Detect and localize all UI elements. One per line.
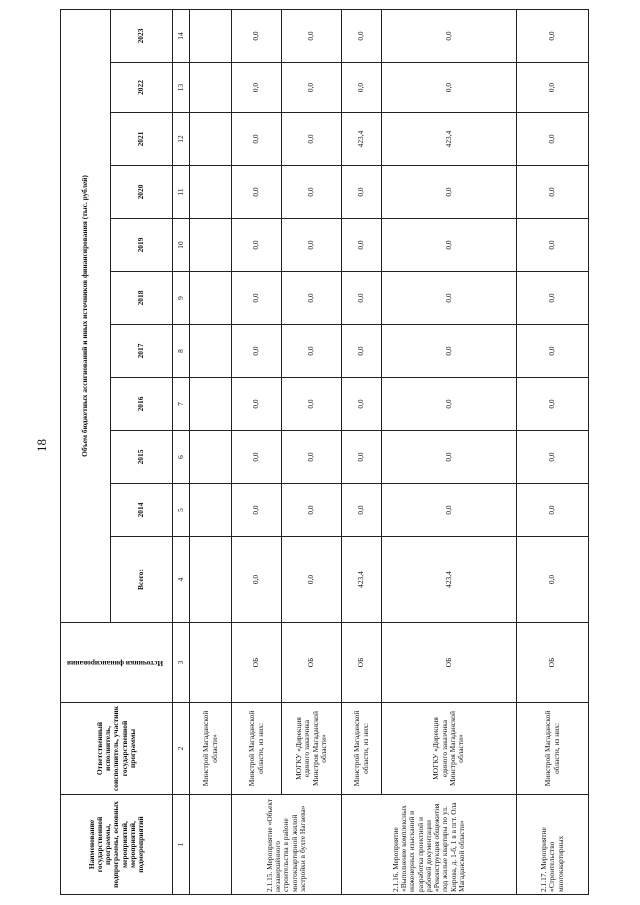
row-value bbox=[190, 484, 232, 537]
row-name: 2.1.16. Мероприятие «Выполнение комплексных инженерных изысканий и разработка проектной и рабочей документации «Реконструкция общежития под жилые квартиры по ул. Кирова, д. 1-б, 1 в в пгт. Ола Магаданской области» bbox=[342, 795, 517, 895]
row-value: 0,0 bbox=[517, 166, 589, 219]
header-year: 2022 bbox=[111, 63, 173, 113]
row-value: 0,0 bbox=[342, 431, 382, 484]
row-value: 0,0 bbox=[382, 10, 517, 63]
column-number: 9 bbox=[173, 272, 190, 325]
row-value: 0,0 bbox=[232, 537, 282, 623]
column-number: 5 bbox=[173, 484, 190, 537]
row-value: 0,0 bbox=[342, 484, 382, 537]
column-number: 8 bbox=[173, 325, 190, 378]
row-name: 2.1.15. Мероприятие «Объект незавершённого строительства в районе многоквартирной жилой застройки в бухте Нагаева» bbox=[232, 795, 342, 895]
row-executor: МОГКУ «Дирекция единого заказчика Минстроя Магаданской области» bbox=[382, 703, 517, 795]
row-value: 0,0 bbox=[517, 325, 589, 378]
row-value: 0,0 bbox=[382, 431, 517, 484]
row-value: 0,0 bbox=[382, 378, 517, 431]
column-number: 3 bbox=[173, 623, 190, 703]
row-value: 0,0 bbox=[232, 166, 282, 219]
column-number: 2 bbox=[173, 703, 190, 795]
row-executor: Минстрой Магаданской области, из них: bbox=[517, 703, 589, 795]
row-value: 0,0 bbox=[382, 272, 517, 325]
budget-table bbox=[60, 9, 589, 895]
row-name: 2.1.17. Мероприятие «Строительство многоквартирных bbox=[517, 795, 589, 895]
column-number: 13 bbox=[173, 63, 190, 113]
column-number: 6 bbox=[173, 431, 190, 484]
row-executor: Минстрой Магаданской области» bbox=[190, 703, 232, 795]
row-value bbox=[190, 10, 232, 63]
row-value bbox=[190, 431, 232, 484]
row-value: 0,0 bbox=[382, 219, 517, 272]
row-value: 0,0 bbox=[282, 431, 342, 484]
row-value bbox=[190, 325, 232, 378]
row-value: 0,0 bbox=[232, 10, 282, 63]
row-value bbox=[190, 219, 232, 272]
row-source: ОБ bbox=[342, 623, 382, 703]
row-value: 0,0 bbox=[382, 63, 517, 113]
header-year: 2017 bbox=[111, 325, 173, 378]
page-number: 18 bbox=[34, 439, 49, 452]
row-value: 0,0 bbox=[232, 431, 282, 484]
column-number: 7 bbox=[173, 378, 190, 431]
row-value: 0,0 bbox=[342, 325, 382, 378]
row-value: 0,0 bbox=[232, 272, 282, 325]
column-number: 4 bbox=[173, 537, 190, 623]
column-number: 14 bbox=[173, 10, 190, 63]
row-value: 0,0 bbox=[342, 272, 382, 325]
row-value: 0,0 bbox=[232, 484, 282, 537]
header-funding-volume: Объем бюджетных ассигнований и иных источников финансирования (тыс. рублей) bbox=[61, 10, 111, 623]
header-year: 2014 bbox=[111, 484, 173, 537]
row-value: 0,0 bbox=[342, 10, 382, 63]
row-value: 423,4 bbox=[342, 113, 382, 166]
row-executor: МОГКУ «Дирекция единого заказчика Минстроя Магаданской области» bbox=[282, 703, 342, 795]
row-value: 0,0 bbox=[382, 166, 517, 219]
row-executor: Минстрой Магаданской области, из них: bbox=[342, 703, 382, 795]
header-program-name: Наименование государственной программы, подпрограммы, основных мероприятий, мероприятий, подмероприятий bbox=[61, 795, 173, 895]
row-value bbox=[190, 537, 232, 623]
row-value: 0,0 bbox=[282, 484, 342, 537]
row-value: 0,0 bbox=[232, 63, 282, 113]
row-value: 0,0 bbox=[232, 113, 282, 166]
row-value: 0,0 bbox=[282, 325, 342, 378]
row-value: 0,0 bbox=[342, 219, 382, 272]
row-value bbox=[190, 378, 232, 431]
header-year: 2015 bbox=[111, 431, 173, 484]
row-value: 0,0 bbox=[517, 431, 589, 484]
row-value: 0,0 bbox=[282, 63, 342, 113]
row-value: 0,0 bbox=[517, 484, 589, 537]
row-value: 0,0 bbox=[517, 537, 589, 623]
row-value: 0,0 bbox=[282, 378, 342, 431]
row-source: ОБ bbox=[382, 623, 517, 703]
header-year: 2016 bbox=[111, 378, 173, 431]
row-value: 0,0 bbox=[282, 113, 342, 166]
header-year: 2023 bbox=[111, 10, 173, 63]
row-value: 0,0 bbox=[232, 378, 282, 431]
row-value: 0,0 bbox=[282, 537, 342, 623]
row-value: 0,0 bbox=[232, 219, 282, 272]
row-value bbox=[190, 113, 232, 166]
budget-table-container bbox=[60, 10, 588, 895]
row-source: ОБ bbox=[517, 623, 589, 703]
row-value: 0,0 bbox=[517, 272, 589, 325]
row-value: 0,0 bbox=[382, 325, 517, 378]
row-value: 423,4 bbox=[382, 113, 517, 166]
header-funding-source-text: Источники финансирования bbox=[67, 658, 164, 668]
row-value: 0,0 bbox=[232, 325, 282, 378]
row-value bbox=[190, 63, 232, 113]
row-value: 0,0 bbox=[282, 166, 342, 219]
column-number: 1 bbox=[173, 795, 190, 895]
column-number: 11 bbox=[173, 166, 190, 219]
row-value bbox=[190, 166, 232, 219]
row-value: 0,0 bbox=[282, 10, 342, 63]
row-executor: Минстрой Магаданской области, из них: bbox=[232, 703, 282, 795]
row-value: 0,0 bbox=[342, 378, 382, 431]
header-year: 2019 bbox=[111, 219, 173, 272]
row-value: 0,0 bbox=[517, 378, 589, 431]
header-executor: Ответственный исполнитель, соисполнитель, участник государственной программы bbox=[61, 703, 173, 795]
row-value: 0,0 bbox=[382, 484, 517, 537]
row-value: 0,0 bbox=[517, 219, 589, 272]
header-year: 2020 bbox=[111, 166, 173, 219]
header-total: Всего: bbox=[111, 537, 173, 623]
row-value: 0,0 bbox=[342, 63, 382, 113]
row-value: 0,0 bbox=[282, 219, 342, 272]
row-value: 0,0 bbox=[517, 63, 589, 113]
row-value: 0,0 bbox=[282, 272, 342, 325]
row-value: 0,0 bbox=[342, 166, 382, 219]
row-value: 0,0 bbox=[517, 10, 589, 63]
column-number: 10 bbox=[173, 219, 190, 272]
row-value: 0,0 bbox=[517, 113, 589, 166]
row-source: ОБ bbox=[232, 623, 282, 703]
header-funding-source bbox=[61, 623, 173, 703]
row-source bbox=[190, 623, 232, 703]
row-value: 423,4 bbox=[382, 537, 517, 623]
header-year: 2018 bbox=[111, 272, 173, 325]
row-value: 423,4 bbox=[342, 537, 382, 623]
column-number: 12 bbox=[173, 113, 190, 166]
row-source: ОБ bbox=[282, 623, 342, 703]
header-year: 2021 bbox=[111, 113, 173, 166]
row-name bbox=[190, 795, 232, 895]
row-value bbox=[190, 272, 232, 325]
